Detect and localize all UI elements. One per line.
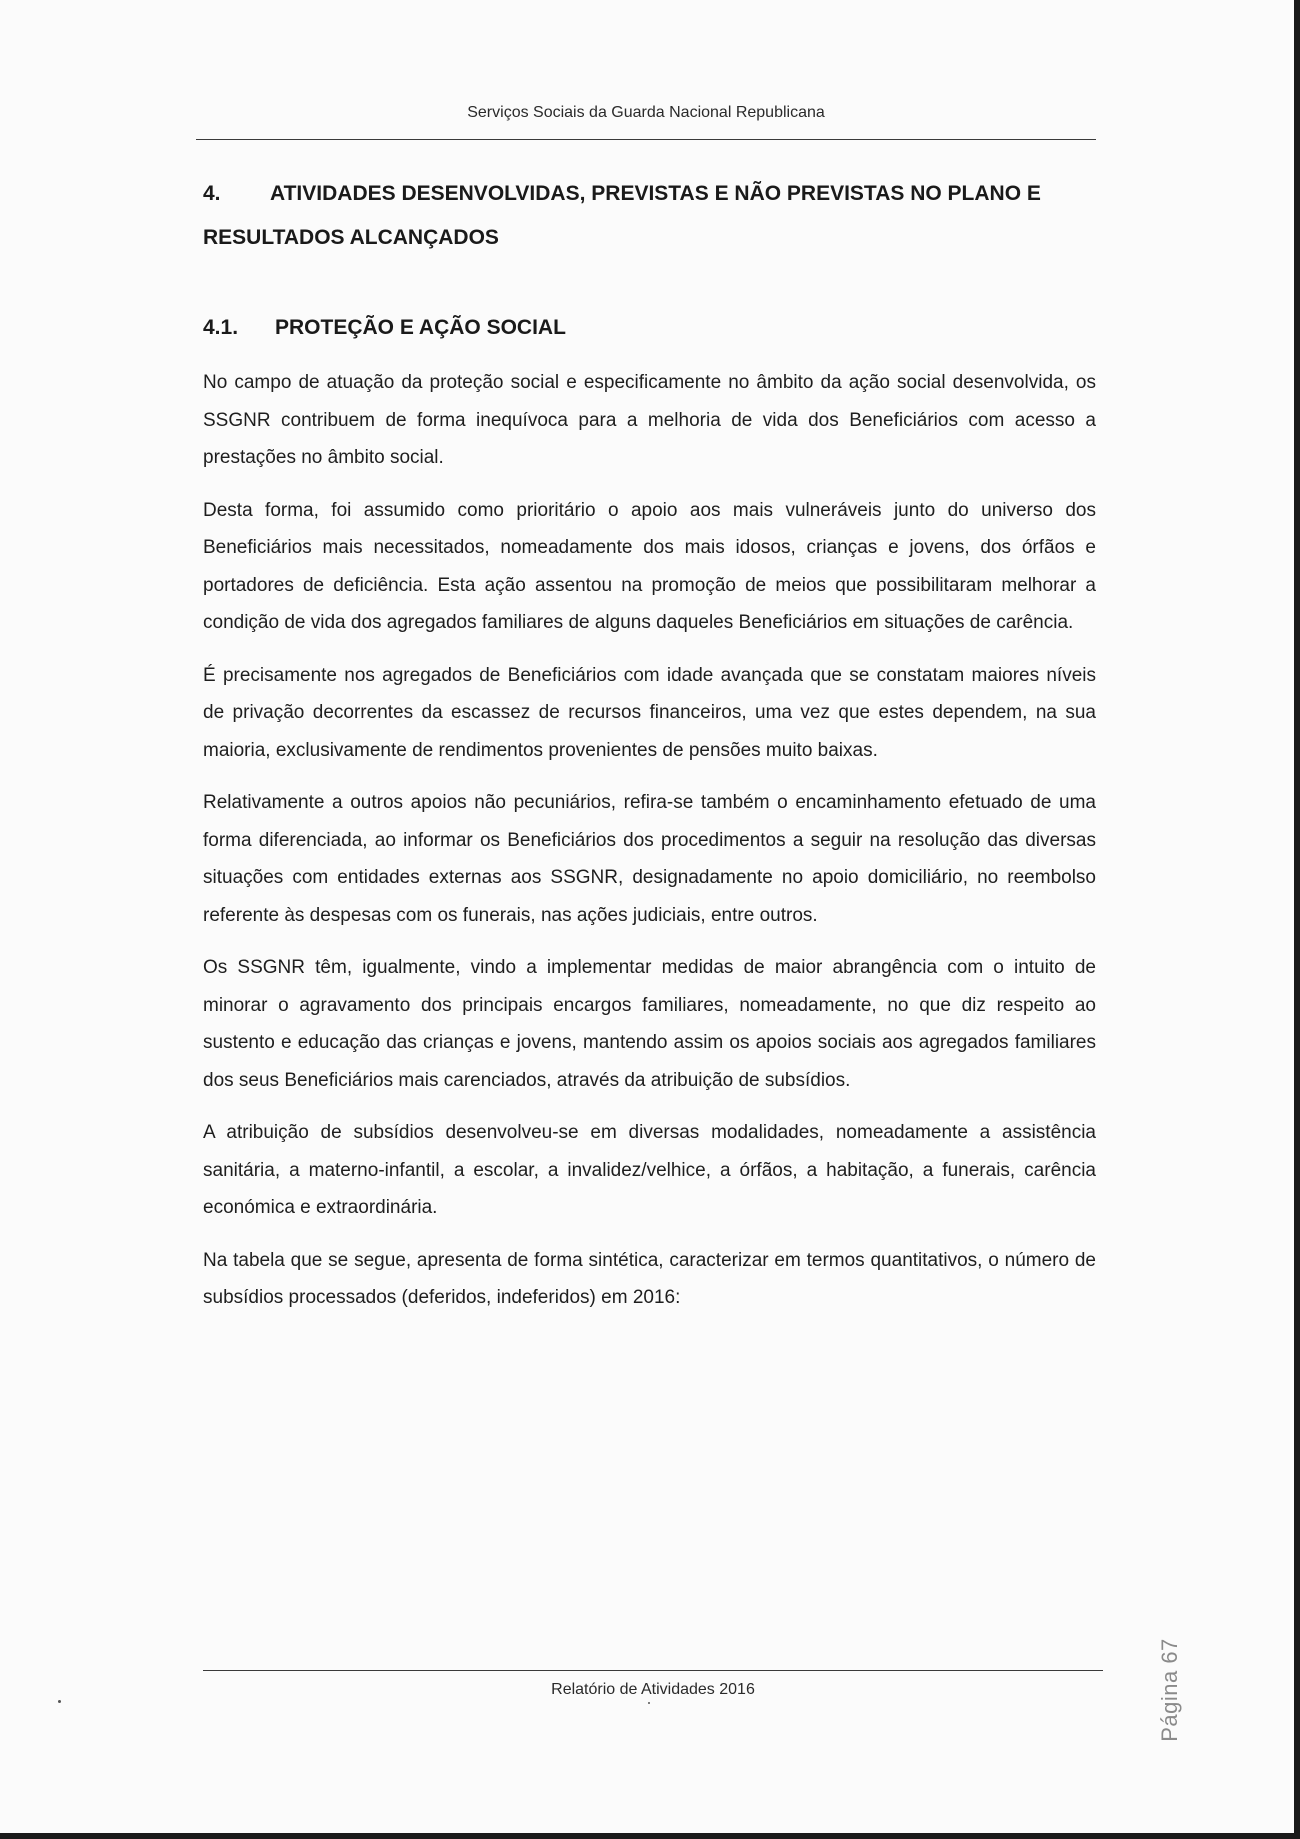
scan-edge-right <box>1294 0 1300 1839</box>
paragraph: Desta forma, foi assumido como prioritário o apoio aos mais vulneráveis junto do universo dos Beneficiários mais necessitados, nomeadamente dos mais idosos, crianças e jovens, dos órfãos e portadores de deficiência. Esta ação assentou na promoção de meios que possibilitaram melhorar a condição de vida dos agregados familiares de alguns daqueles Beneficiários em situações de carência. <box>203 499 1096 633</box>
body-text <box>203 364 1096 1332</box>
running-footer: Relatório de Atividades 2016 <box>551 1681 755 1698</box>
page-number <box>1150 1640 1190 1740</box>
paragraph: É precisamente nos agregados de Beneficiários com idade avançada que se constatam maiores níveis de privação decorrentes da escassez de recursos financeiros, uma vez que estes dependem, na sua maioria, exclusivamente de rendimentos provenientes de pensões muito baixas. <box>203 664 1096 761</box>
paragraph: Os SSGNR têm, igualmente, vindo a implementar medidas de maior abrangência com o intuito de minorar o agravamento dos principais encargos familiares, nomeadamente, no que diz respeito ao sustento e educação das crianças e jovens, mantendo assim os apoios sociais aos agregados familiares dos seus Beneficiários mais carenciados, através da atribuição de subsídios. <box>203 957 1096 1091</box>
footer-rule <box>203 1670 1103 1671</box>
page-number-label: Página 67 <box>1157 1638 1182 1742</box>
paragraph: Na tabela que se segue, apresenta de forma sintética, caracterizar em termos quantitativos, o número de subsídios processados (deferidos, indeferidos) em 2016: <box>203 1249 1096 1308</box>
header-rule <box>196 139 1096 140</box>
section-title: ATIVIDADES DESENVOLVIDAS, PREVISTAS E NÃO PREVISTAS NO PLANO E RESULTADOS ALCANÇADOS <box>203 182 1041 249</box>
paragraph: A atribuição de subsídios desenvolveu-se em diversas modalidades, nomeadamente a assistência sanitária, a materno-infantil, a escolar, a invalidez/velhice, a órfãos, a habitação, a funerais, carência económica e extraordinária. <box>203 1122 1096 1218</box>
section-number: 4. <box>203 182 221 205</box>
paragraph: No campo de atuação da proteção social e especificamente no âmbito da ação social desenvolvida, os SSGNR contribuem de forma inequívoca para a melhoria de vida dos Beneficiários com acesso a prestações no âmbito social. <box>203 372 1096 468</box>
subsection-title: PROTEÇÃO E AÇÃO SOCIAL <box>275 316 566 339</box>
section-heading <box>203 172 1093 260</box>
paragraph: Relativamente a outros apoios não pecuniários, refira-se também o encaminhamento efetuado de uma forma diferenciada, ao informar os Beneficiários dos procedimentos a seguir na resolução das diversas situações com entidades externas aos SSGNR, designadamente no apoio domiciliário, no reembolso referente às despesas com os funerais, nas ações judiciais, entre outros. <box>203 792 1096 926</box>
scan-speck <box>648 1702 650 1704</box>
running-header: Serviços Sociais da Guarda Nacional Republicana <box>467 104 825 121</box>
subsection-number: 4.1. <box>203 316 239 339</box>
scan-edge-bottom <box>0 1833 1300 1839</box>
subsection-heading <box>203 316 566 340</box>
scan-speck <box>58 1700 61 1703</box>
